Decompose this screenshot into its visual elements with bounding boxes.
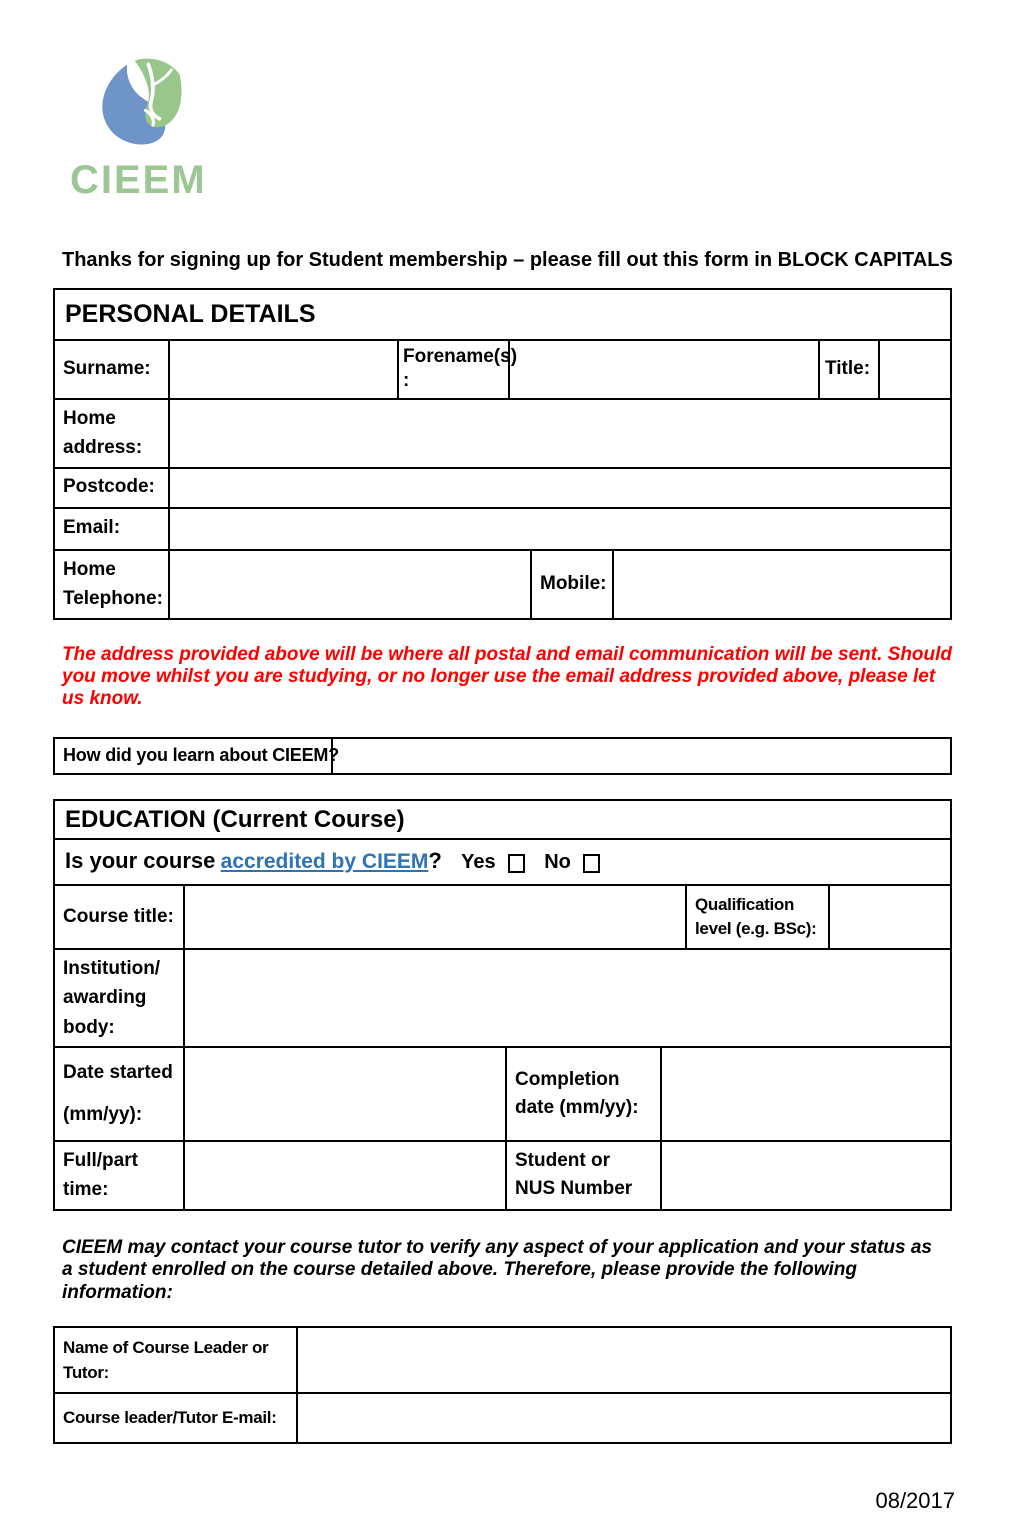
qualification-level-label: Qualification level (e.g. BSc): [686, 885, 829, 949]
question-mark: ? [428, 847, 442, 873]
tutor-email-input[interactable] [297, 1393, 951, 1443]
home-telephone-input[interactable] [169, 550, 531, 619]
tutor-name-input[interactable] [297, 1327, 951, 1393]
institution-input[interactable] [184, 949, 951, 1047]
fullpart-time-label: Full/part time: [54, 1141, 184, 1210]
institution-label: Institution/ awarding body: [54, 949, 184, 1047]
accreditation-question [54, 839, 951, 885]
forename-input[interactable] [509, 340, 819, 399]
tutor-table [53, 1326, 952, 1444]
email-label: Email: [54, 508, 169, 550]
course-title-input[interactable] [184, 885, 686, 949]
education-table [53, 799, 952, 1211]
qualification-level-input[interactable] [829, 885, 951, 949]
home-address-input[interactable] [169, 399, 951, 468]
surname-input[interactable] [169, 340, 398, 399]
surname-label: Surname: [54, 340, 169, 399]
tutor-email-label: Course leader/Tutor E-mail: [54, 1393, 297, 1443]
postcode-label: Postcode: [54, 468, 169, 508]
date-started-label: Date started (mm/yy): [54, 1047, 184, 1141]
accredited-yes-checkbox[interactable] [508, 854, 525, 873]
course-title-label: Course title: [54, 885, 184, 949]
student-number-label: Student or NUS Number [506, 1141, 661, 1210]
yes-label: Yes [461, 850, 496, 873]
postcode-input[interactable] [169, 468, 951, 508]
learn-about-input[interactable] [332, 738, 951, 774]
forename-label: Forename(s) : [398, 340, 509, 399]
title-input[interactable] [879, 340, 951, 399]
personal-details-table [53, 288, 952, 620]
cieem-leaf-drop-icon [86, 58, 196, 150]
accredited-by-cieem-link[interactable]: accredited by CIEEM [220, 849, 429, 873]
tutor-note: CIEEM may contact your course tutor to verify any aspect of your application and your status as a student enrolled on the course detailed above. Therefore, please provide the following information: [62, 1236, 932, 1303]
no-label: No [544, 850, 571, 873]
tutor-name-label: Name of Course Leader or Tutor: [54, 1327, 297, 1393]
cieem-wordmark: CIEEM [70, 158, 207, 202]
learn-about-table [53, 737, 952, 775]
accredited-no-checkbox[interactable] [583, 854, 600, 873]
mobile-input[interactable] [613, 550, 951, 619]
home-telephone-label: Home Telephone: [54, 550, 169, 619]
completion-date-input[interactable] [661, 1047, 951, 1141]
address-note: The address provided above will be where all postal and email communication will be sent. Should you move whilst you are studying, or no longer use the email address provided above, please let us know. [62, 643, 953, 710]
email-input[interactable] [169, 508, 951, 550]
home-address-label: Home address: [54, 399, 169, 468]
fullpart-time-input[interactable] [184, 1141, 506, 1210]
mobile-label: Mobile: [531, 550, 613, 619]
intro-text: Thanks for signing up for Student membership – please fill out this form in BLOCK CAPITALS [62, 249, 953, 271]
learn-about-label: How did you learn about CIEEM? [54, 738, 332, 774]
completion-date-label: Completion date (mm/yy): [506, 1047, 661, 1141]
title-label: Title: [819, 340, 879, 399]
accreditation-question-text: Is your course [65, 847, 216, 873]
student-number-input[interactable] [661, 1141, 951, 1210]
personal-details-header: PERSONAL DETAILS [54, 289, 951, 340]
cieem-logo [70, 0, 290, 203]
date-started-input[interactable] [184, 1047, 506, 1141]
footer-version: 08/2017 [875, 1488, 955, 1514]
education-header: EDUCATION (Current Course) [54, 800, 951, 839]
